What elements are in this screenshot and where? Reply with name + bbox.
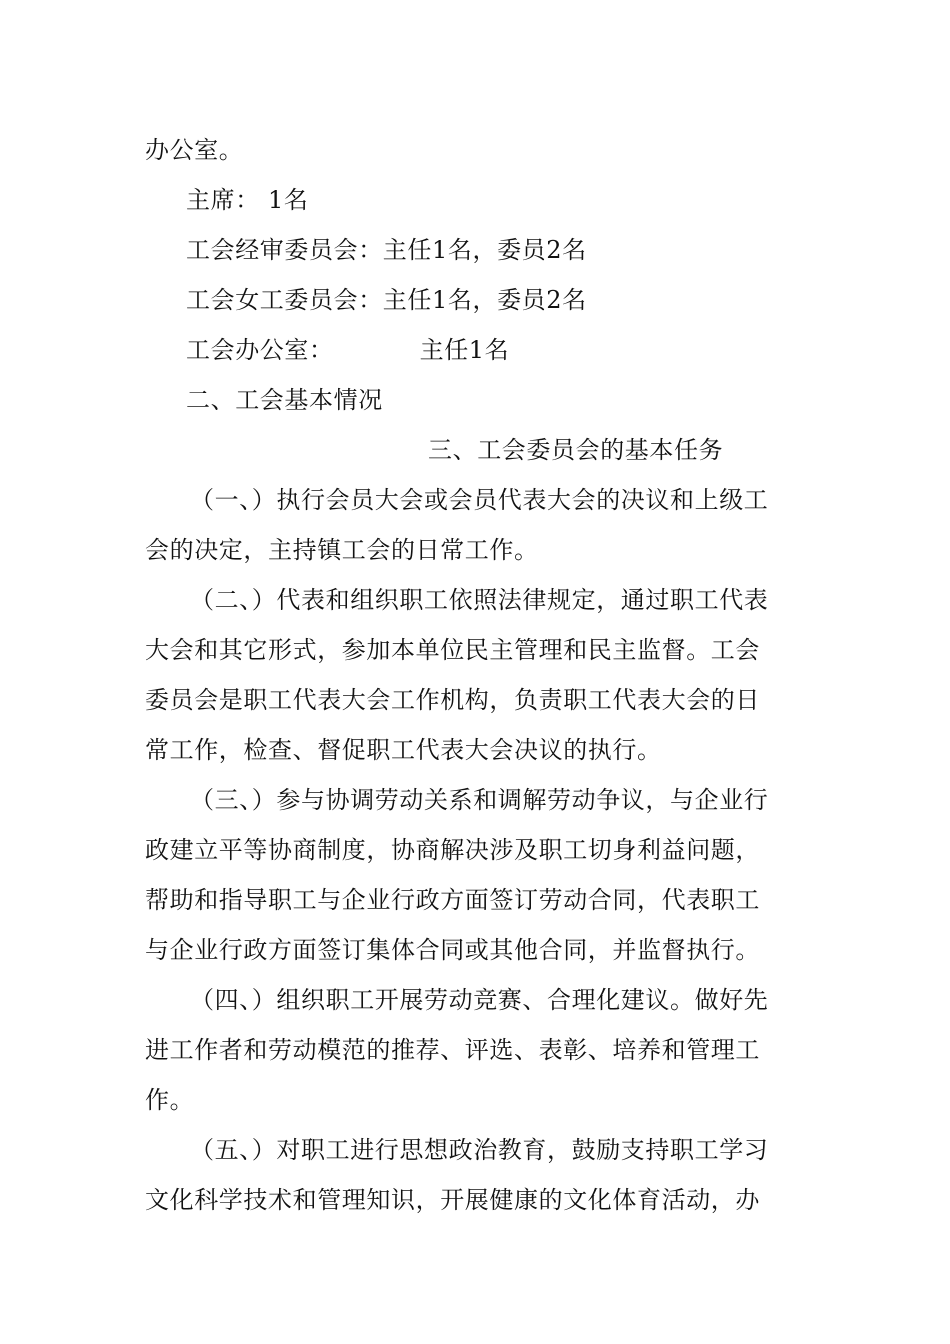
union-office-value: 主任1名 [419, 336, 510, 364]
paragraph-line: 委员会是职工代表大会工作机构，负责职工代表大会的日 [145, 686, 760, 714]
paragraph-line: 帮助和指导职工与企业行政方面签订劳动合同，代表职工 [145, 886, 760, 914]
union-office-line [186, 335, 856, 365]
paragraph-line: （三、）参与协调劳动关系和调解劳动争议，与企业行 [190, 786, 769, 814]
paragraph-line: （二、）代表和组织职工依照法律规定，通过职工代表 [190, 586, 769, 614]
text-line: 办公室。 [145, 136, 244, 164]
paragraph-line: （一、）执行会员大会或会员代表大会的决议和上级工 [190, 486, 769, 514]
section-heading-3: 三、工会委员会的基本任务 [428, 436, 724, 464]
paragraph-line: 大会和其它形式，参加本单位民主管理和民主监督。工会 [145, 636, 760, 664]
section-heading-2: 二、工会基本情况 [186, 386, 383, 414]
paragraph-line: 进工作者和劳动模范的推荐、评选、表彰、培养和管理工 [145, 1036, 760, 1064]
union-office-label: 工会办公室： [186, 336, 334, 364]
paragraph-line: 与企业行政方面签订集体合同或其他合同，并监督执行。 [145, 936, 760, 964]
paragraph-line: 政建立平等协商制度，协商解决涉及职工切身利益问题， [145, 836, 760, 864]
paragraph-line: （五、）对职工进行思想政治教育，鼓励支持职工学习 [190, 1136, 769, 1164]
paragraph-line: （四、）组织职工开展劳动竞赛、合理化建议。做好先 [190, 986, 769, 1014]
paragraph-line: 常工作，检查、督促职工代表大会决议的执行。 [145, 736, 662, 764]
chairman-line: 主席： 1名 [186, 186, 309, 214]
paragraph-line: 作。 [145, 1086, 195, 1114]
paragraph-line: 会的决定，主持镇工会的日常工作。 [145, 536, 539, 564]
audit-committee-line: 工会经审委员会：主任1名，委员2名 [186, 236, 587, 264]
women-committee-line: 工会女工委员会：主任1名，委员2名 [186, 286, 587, 314]
paragraph-line: 文化科学技术和管理知识，开展健康的文化体育活动，办 [145, 1186, 760, 1214]
